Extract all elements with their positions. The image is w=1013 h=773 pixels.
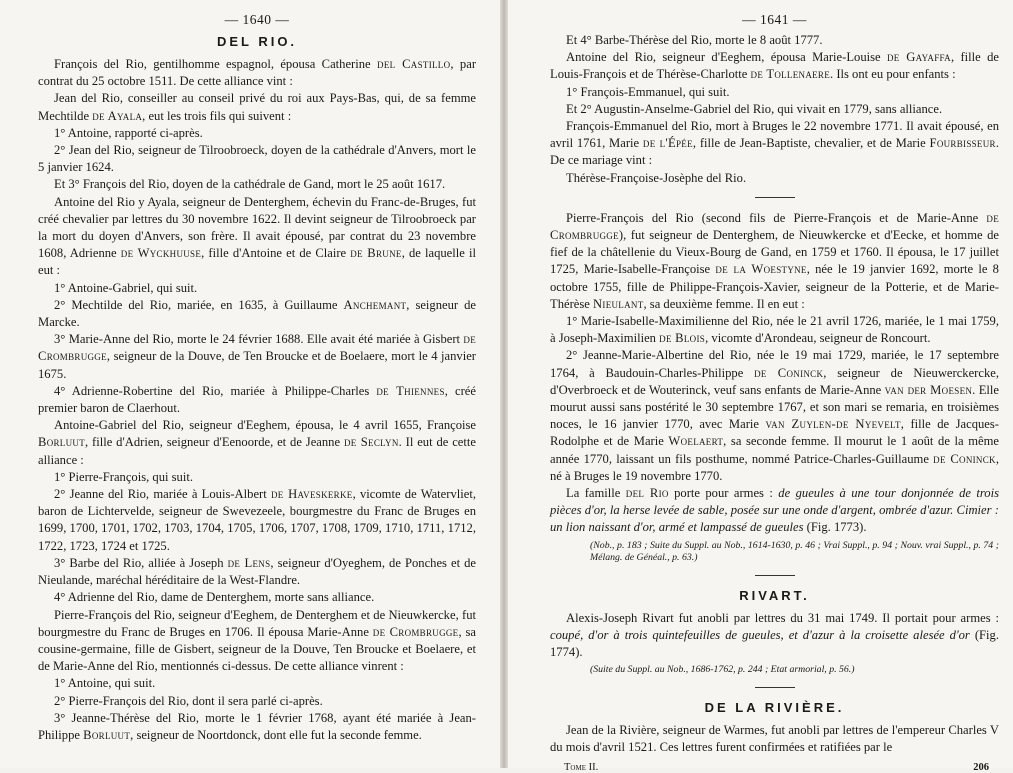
paragraph: Et 2° Augustin-Anselme-Gabriel del Rio, qui vivait en 1779, sans alliance. — [566, 101, 943, 116]
text-block — [550, 32, 999, 187]
surname: Fourbisseur — [929, 136, 996, 151]
surname: de l'Épée — [642, 136, 693, 151]
left-page — [0, 0, 500, 768]
surname: de Coninck — [754, 365, 824, 380]
reference-note: (Suite du Suppl. au Nob., 1686-1762, p. 244 ; Etat armorial, p. 56.) — [590, 664, 855, 676]
surname: de Coninck — [933, 451, 996, 466]
surname: Nieulant — [593, 296, 644, 311]
paragraph: 1° Antoine, rapporté ci-après. — [54, 125, 203, 140]
paragraph: Antoine del Rio y Ayala, seigneur de Denterghem, échevin du Franc-de-Bruges, fut créé chevalier par lettres du 30 novembre 1622. Il devint seigneur de Tilroobroeck par la mort du doyen d'Anvers, son frère. Il avait épousé, par contrat du 23 novembre 1608, Adrienne de Wyckhuuse, fille d'Antoine et de Claire de Brune, de laquelle il eut : — [38, 194, 476, 278]
paragraph: Antoine del Rio, seigneur d'Eeghem, épousa Marie-Louise de Gayaffa, fille de Louis-François et de Thérèse-Charlotte de Tollenaere. Ils ont eu pour enfants : — [550, 50, 999, 82]
paragraph: Jean de la Rivière, seigneur de Warmes, fut anobli par lettres de l'empereur Charles V du mois d'avril 1521. Ces lettres furent confirmées et ratifiées par le — [550, 722, 999, 754]
paragraph: 3° Marie-Anne del Rio, morte le 24 février 1688. Elle avait été mariée à Gisbert de Crombrugge, seigneur de la Douve, de Ten Broucke et de Boelaere, mort le 4 janvier 1675. — [38, 332, 476, 381]
surname: Anchemant — [343, 297, 407, 312]
paragraph: Pierre-François del Rio (second fils de Pierre-François et de Marie-Anne de Crombrugge), fut seigneur de Denterghem, de Nieuwkercke et d'Eecke, et homme de fief de la châtellenie du Vieux-Bourg de Gand, en 1759 et 1760. Il épousa, le 17 juillet 1725, Marie-Isabelle-Françoise de la Woestyne, née le 19 janvier 1692, morte le 8 octobre 1755, fille de Philippe-François-Xavier, seigneur de la Potterie, et de Marie-Thérèse Nieulant, sa deuxième femme. Il en eut : — [550, 210, 999, 311]
surname: de Crombrugge — [38, 332, 476, 364]
paragraph: Et 3° François del Rio, doyen de la cathédrale de Gand, mort le 25 août 1617. — [54, 177, 446, 192]
paragraph: 3° Jeanne-Thérèse del Rio, morte le 1 février 1768, ayant été mariée à Jean-Philippe Borluut, seigneur de Noortdonck, dont elle fut la seconde femme. — [38, 710, 476, 742]
paragraph: 4° Adrienne del Rio, dame de Denterghem, morte sans alliance. — [54, 590, 375, 605]
surname: van der Moesen — [884, 382, 973, 397]
blazon-text: de gueules à une tour donjonnée de trois pièces d'or, la herse levée de sable, posée sur une onde d'argent, ombrée d'azur. Cimier : un lion naissant d'or, armé et lampassé de gueules — [550, 486, 999, 535]
separator-rule — [755, 687, 795, 688]
section-heading: RIVART. — [739, 587, 810, 603]
surname: Borluut — [83, 727, 131, 742]
paragraph: La famille del Rio porte pour armes : de gueules à une tour donjonnée de trois pièces d'or, la herse levée de sable, posée sur une onde d'argent, ombrée d'azur. Cimier : un lion naissant d'or, armé et lampassé de gueules (Fig. 1773). — [550, 486, 999, 535]
separator-rule — [755, 575, 795, 576]
paragraph: Antoine-Gabriel del Rio, seigneur d'Eeghem, épousa, le 4 avril 1655, Françoise Borluut, fille d'Adrien, seigneur d'Eenoorde, et de Jeanne de Seclyn. Il eut de cette alliance : — [38, 418, 476, 467]
paragraph: 2° Mechtilde del Rio, mariée, en 1635, à Guillaume Anchemant, seigneur de Marcke. — [38, 297, 476, 330]
page-number: — 1641 — — [742, 12, 807, 27]
surname: de Thiennes — [376, 383, 445, 398]
surname: de Tollenaere — [750, 67, 831, 82]
paragraph: 2° Jean del Rio, seigneur de Tilroobroeck, doyen de la cathédrale d'Anvers, mort le 5 janvier 1624. — [38, 143, 476, 175]
paragraph: 1° François-Emmanuel, qui suit. — [566, 84, 730, 99]
surname: de Seclyn — [343, 435, 399, 450]
surname: de Ayala — [92, 108, 143, 123]
blazon-text: coupé, d'or à trois quintefeuilles de gueules, et d'azur à la croisette alesée d'or — [550, 627, 970, 642]
right-page — [508, 0, 1013, 773]
paragraph: 2° Pierre-François del Rio, dont il sera parlé ci-après. — [54, 693, 323, 708]
paragraph: Thérèse-Françoise-Josèphe del Rio. — [566, 170, 747, 185]
paragraph: 4° Adrienne-Robertine del Rio, mariée à Philippe-Charles de Thiennes, créé premier baron de Claerhout. — [38, 383, 476, 416]
volume-label: Tome II. — [564, 762, 599, 773]
surname: Woelaert — [668, 434, 724, 449]
paragraph: François del Rio, gentilhomme espagnol, épousa Catherine del Castillo, par contrat du 25 octobre 1511. De cette alliance vint : — [38, 57, 477, 89]
surname: de la Woestyne — [715, 262, 807, 277]
text-block — [550, 610, 999, 662]
surname: de Lens — [227, 555, 271, 570]
paragraph: 1° Antoine, qui suit. — [54, 676, 156, 691]
surname: de Brune — [350, 246, 402, 261]
paragraph: Et 4° Barbe-Thérèse del Rio, morte le 8 août 1777. — [566, 33, 823, 47]
separator-rule — [755, 197, 795, 198]
paragraph: 1° Antoine-Gabriel, qui suit. — [54, 280, 198, 295]
reference-note: (Nob., p. 183 ; Suite du Suppl. au Nob., 1614-1630, p. 46 ; Vrai Suppl., p. 94 ; Nouv. vrai Suppl., p. 74 ; Mélang. de Généal., p. 63.) — [590, 539, 999, 564]
surname: del Rio — [625, 486, 669, 501]
signature-number: 206 — [973, 762, 989, 773]
paragraph: Alexis-Joseph Rivart fut anobli par lettres du 31 mai 1749. Il portait pour armes : coupé, d'or à trois quintefeuilles de gueules, et d'azur à la croisette alesée d'or (Fig. 1774). — [550, 610, 999, 660]
section-heading: DEL RIO. — [216, 34, 298, 49]
paragraph: 2° Jeanne-Marie-Albertine del Rio, née le 19 mai 1729, mariée, le 17 septembre 1764, à Baudouin-Charles-Philippe de Coninck, seigneur de Nieuwerckercke, d'Overbroeck et de Wouterinck, veuf sans enfants de Marie-Anne van der Moesen. Elle mourut aussi sans postérité le 30 septembre 1767, et son mari se remaria, en troisièmes noces, le 16 janvier 1770, avec Marie van Zuylen-de Nyevelt, fille de Jacques-Rodolphe et de Marie Woelaert, sa seconde femme. Il mourut le 1 août de la même année 1770, laissant un fils posthume, nommé Patrice-Charles-Guillaume de Coninck, né à Bruges le 19 novembre 1770. — [550, 348, 999, 483]
paragraph: 1° Marie-Isabelle-Maximilienne del Rio, née le 21 avril 1726, mariée, le 1 mai 1759, à Joseph-Maximilien de Blois, vicomte d'Arondeau, seigneur de Roncourt. — [550, 314, 999, 346]
surname: de Crombrugge — [550, 210, 999, 243]
surname: Borluut — [38, 435, 85, 450]
surname: de Haveskerke — [270, 487, 353, 502]
paragraph: 2° Jeanne del Rio, mariée à Louis-Albert de Haveskerke, vicomte de Watervliet, baron de Lichtervelde, seigneur de Swevezeele, bourgmestre du Franc de Bruges en 1699, 1700, 1701, 1702, 1703, 1704, 1705, 1706, 1707, 1708, 1709, 1710, 1711, 1712, 1722, 1723, 1724 et 1725. — [38, 487, 476, 553]
text-block — [550, 722, 999, 756]
paragraph: Jean del Rio, conseiller au conseil privé du roi aux Pays-Bas, qui, de sa femme Mechtilde de Ayala, eut les trois fils qui suivent : — [38, 91, 476, 123]
page-number: — 1640 — — [224, 12, 290, 27]
surname: de Wyckhuuse — [120, 246, 202, 261]
paragraph: Pierre-François del Rio, seigneur d'Eeghem, de Denterghem et de Nieuwkercke, fut bourgmestre du Franc de Bruges en 1706. Il épousa Marie-Anne de Crombrugge, sa cousine-germaine, fille de Gisbert, seigneur de la Douve, Ten Broucke et Boelaere, et de Marie-Anne del Rio, mentionnés ci-dessus. De cette alliance vinrent : — [38, 607, 477, 674]
text-block — [550, 210, 999, 537]
paragraph: François-Emmanuel del Rio, mort à Bruges le 22 novembre 1771. Il avait épousé, en avril 1761, Marie de l'Épée, fille de Jean-Baptiste, chevalier, et de Marie Fourbisseur. De ce mariage vint : — [550, 119, 999, 168]
surname: van Zuylen-de Nyevelt — [765, 417, 901, 432]
surname: del Castillo — [377, 57, 451, 71]
paragraph: 3° Barbe del Rio, alliée à Joseph de Lens, seigneur d'Oyeghem, de Ponches et de Nieulande, maréchal héréditaire de la West-Flandre. — [38, 555, 477, 588]
surname: de Crombrugge — [372, 624, 459, 639]
paragraph: 1° Pierre-François, qui suit. — [54, 469, 193, 484]
surname: de Gayaffa — [886, 50, 951, 65]
surname: de Blois — [659, 331, 706, 346]
text-block — [38, 56, 476, 744]
section-heading: DE LA RIVIÈRE. — [704, 699, 845, 715]
